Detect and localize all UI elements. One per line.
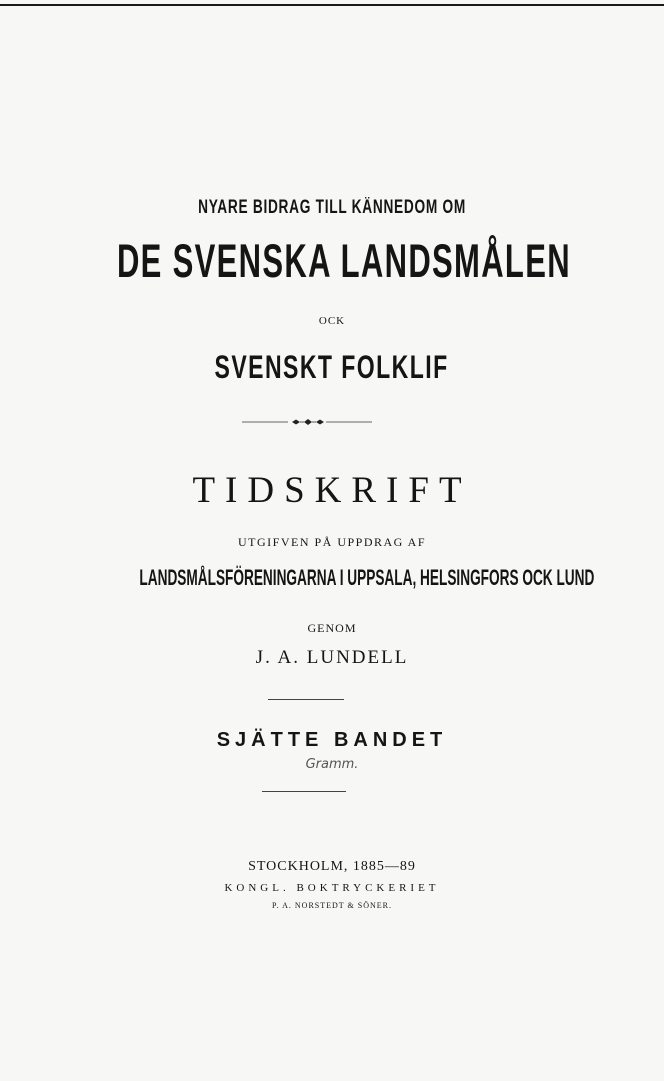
imprint-place-years: STOCKHOLM, 1885—89 [248, 859, 416, 874]
series-title [0, 197, 664, 219]
through-text: GENOM [307, 621, 357, 635]
ornament-divider [242, 418, 372, 426]
editor-name: J. A. LUNDELL [255, 647, 409, 668]
sub-title [0, 349, 664, 386]
societies-line [0, 565, 664, 591]
main-title-text: DE SVENSKA LANDSMÅLEN [116, 234, 571, 287]
conjunction-text: OCK [318, 315, 346, 327]
volume-label: SJÄTTE BANDET [216, 729, 448, 751]
handwritten-note: Gramm. [305, 757, 359, 772]
main-title [0, 233, 664, 289]
top-border-rule [0, 4, 664, 6]
commission-line: UTGIFVEN PÅ UPPDRAG AF [237, 535, 427, 549]
divider-rule-upper [268, 699, 344, 700]
imprint-printer: KONGL. BOKTRYCKERIET [224, 882, 440, 894]
divider-rule-lower [262, 791, 346, 792]
societies-text: LANDSMÅLSFÖRENINGARNA I UPPSALA, HELSINGFORS OCK LUND [139, 565, 595, 590]
journal-type: TIDSKRIFT [192, 470, 472, 511]
sub-title-text: SVENSKT FOLKLIF [214, 349, 450, 385]
series-title-text: NYARE BIDRAG TILL KÄNNEDOM OM [198, 197, 466, 218]
imprint-proprietor: P. A. NORSTEDT & SÖNER. [272, 901, 392, 910]
